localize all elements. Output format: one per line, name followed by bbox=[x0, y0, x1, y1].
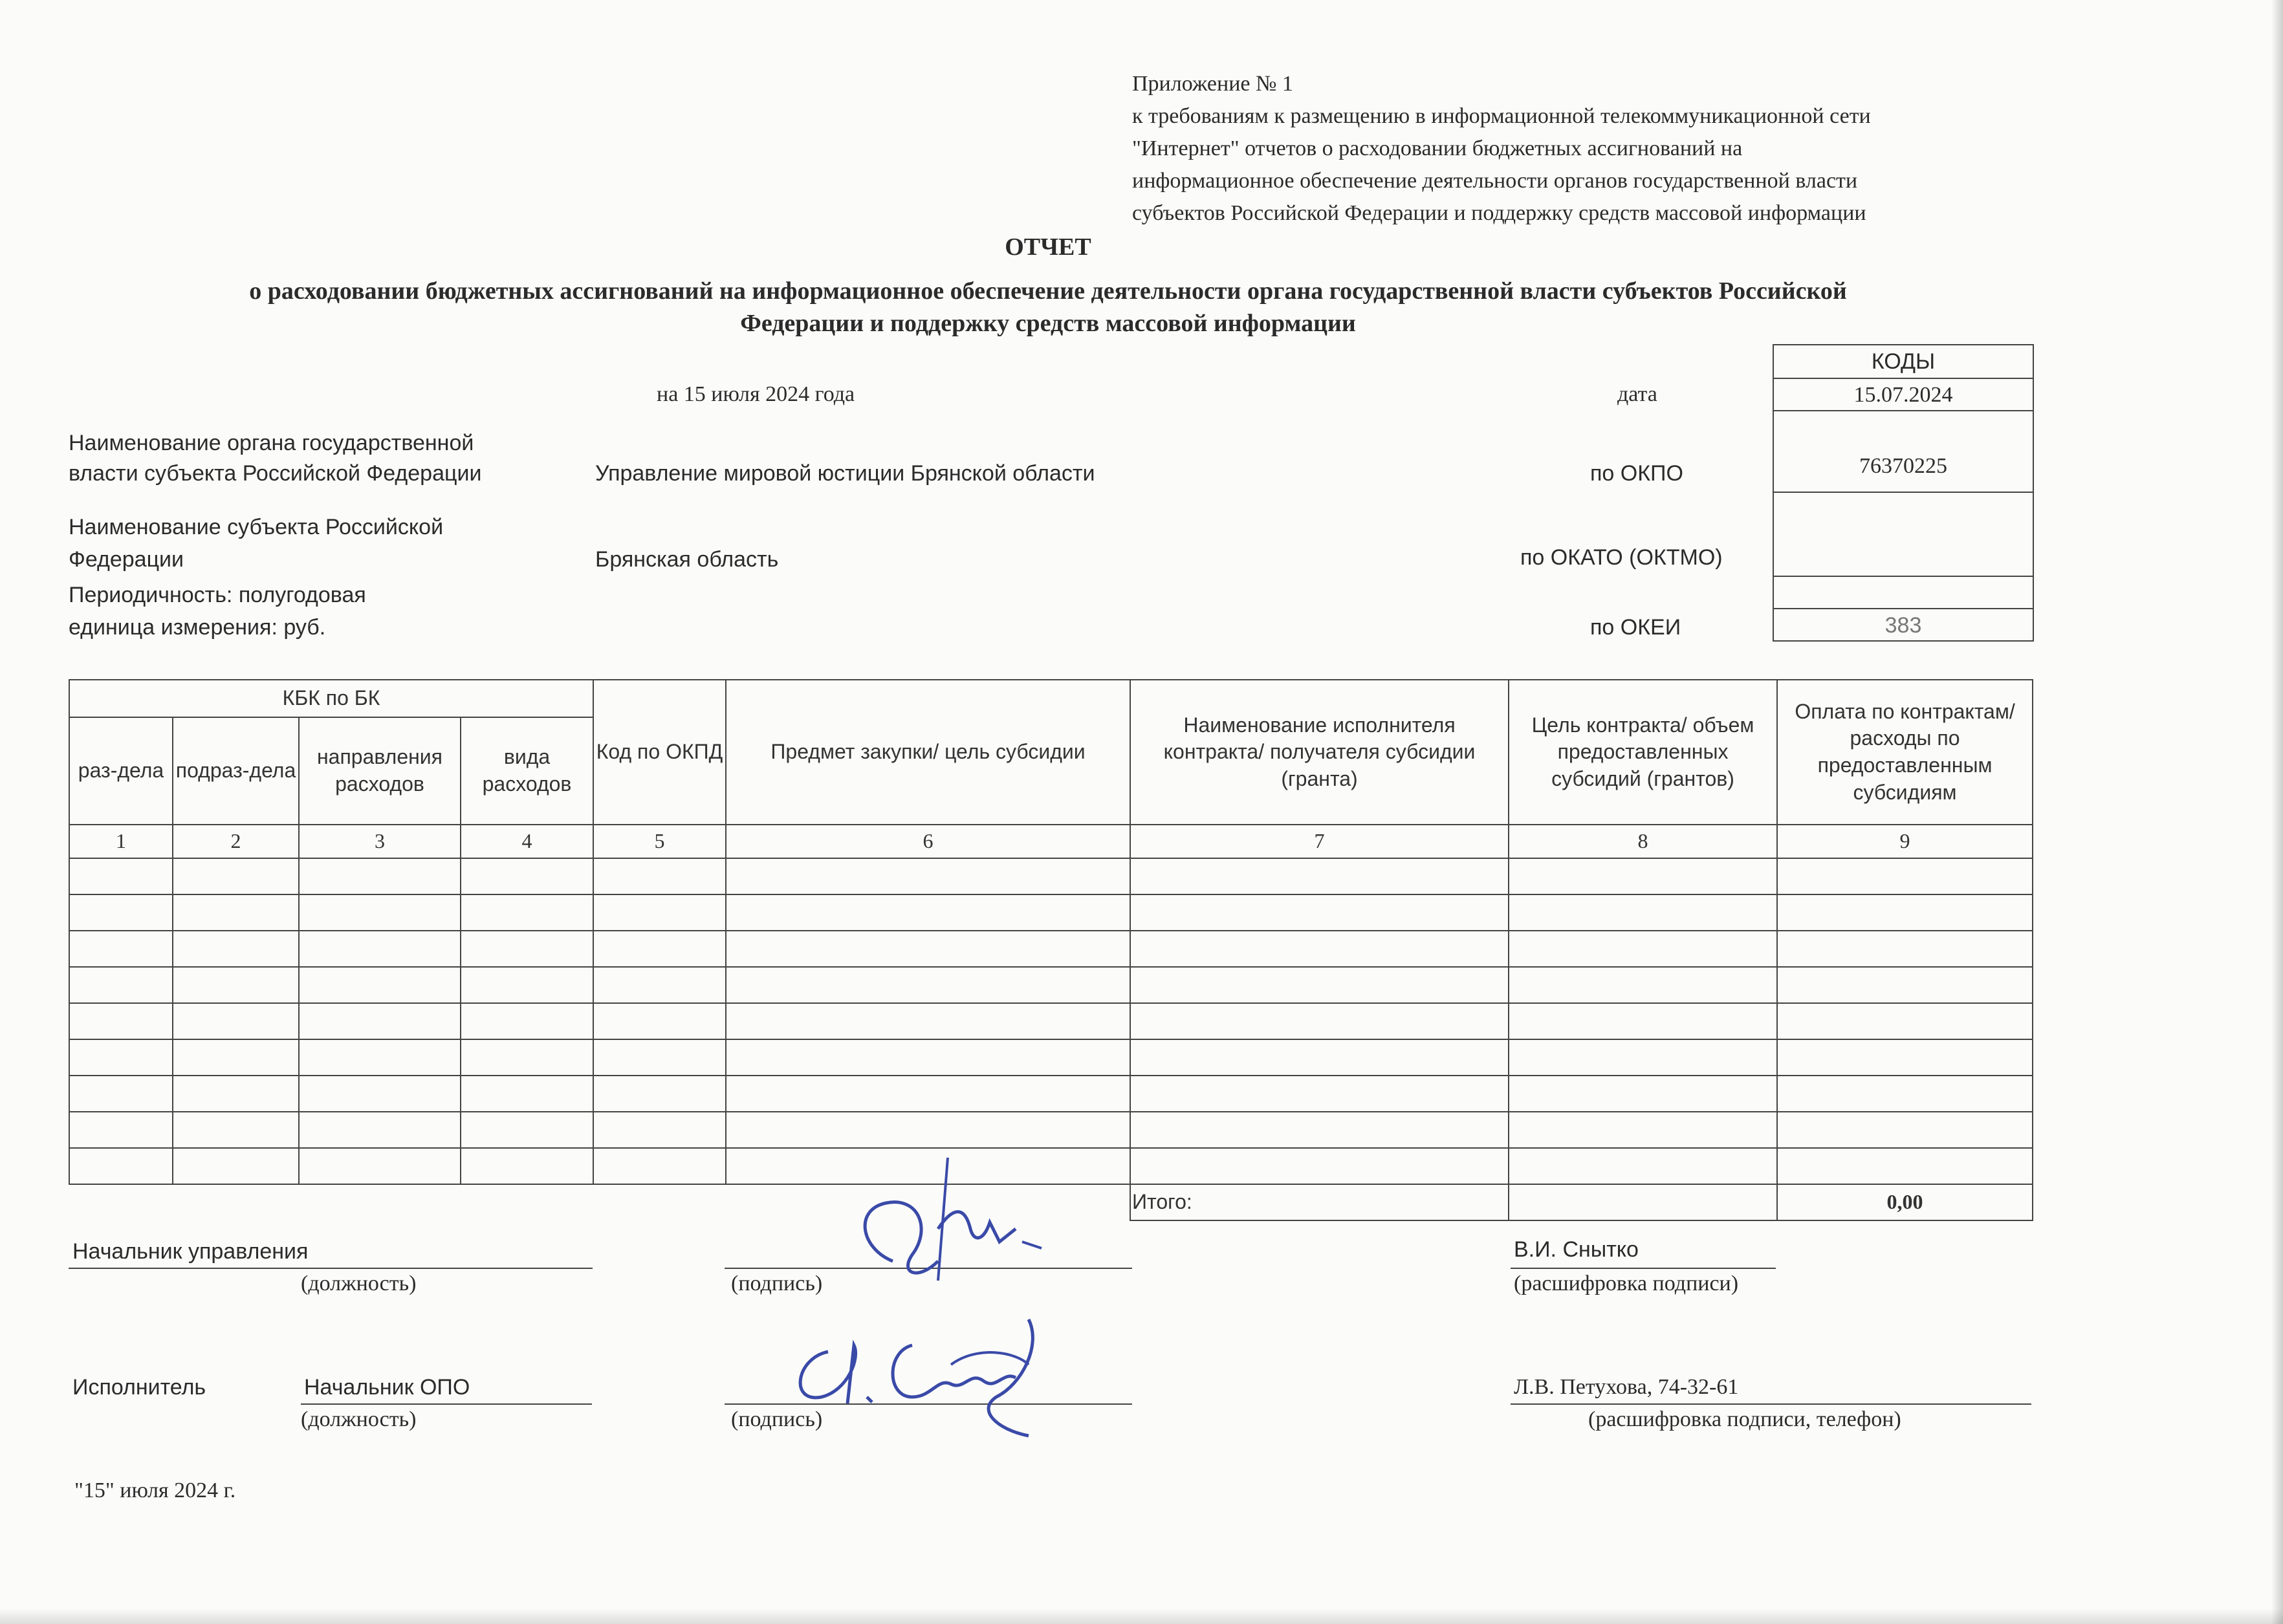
report-date: на 15 июля 2024 года bbox=[657, 382, 855, 406]
total-row bbox=[69, 1184, 2033, 1220]
codes-date-value: 15.07.2024 bbox=[1774, 378, 2033, 410]
codes-box bbox=[1773, 344, 2034, 642]
unit: единица измерения: руб. bbox=[69, 615, 326, 640]
codes-okei-value: 383 bbox=[1774, 608, 2033, 640]
col-subject: Предмет закупки/ цель субсидии bbox=[726, 680, 1130, 825]
table-row bbox=[69, 1148, 2033, 1184]
org-value: Управление мировой юстиции Брянской области bbox=[595, 461, 1095, 486]
subject-label-2: Федерации bbox=[69, 547, 184, 572]
column-numbers-row bbox=[69, 825, 2033, 858]
col-num: 2 bbox=[173, 825, 299, 858]
col-payment: Оплата по контрактам/расходы по предоставленным субсидиям bbox=[1777, 680, 2033, 825]
codes-spacer bbox=[1774, 576, 2033, 608]
col-okpd: Код по ОКПД bbox=[593, 680, 726, 825]
executor-name-line bbox=[1511, 1403, 2031, 1405]
head-signature-caption: (подпись) bbox=[731, 1272, 823, 1295]
org-label-1: Наименование органа государственной bbox=[69, 431, 474, 455]
table-row bbox=[69, 894, 2033, 931]
report-subtitle-2: Федерации и поддержку средств массовой информации bbox=[740, 310, 1356, 337]
col-type: вида расходов bbox=[461, 717, 593, 825]
executor-position-caption: (должность) bbox=[301, 1407, 417, 1431]
executor-position-line bbox=[301, 1403, 592, 1405]
table-row bbox=[69, 1003, 2033, 1039]
col-num: 6 bbox=[726, 825, 1130, 858]
periodicity: Периодичность: полугодовая bbox=[69, 583, 366, 607]
col-num: 5 bbox=[593, 825, 726, 858]
scan-right-edge bbox=[2271, 0, 2283, 1624]
col-contract-goal: Цель контракта/ объем предоставленных субсидий (грантов) bbox=[1509, 680, 1777, 825]
head-position-line bbox=[69, 1268, 593, 1269]
report-title: ОТЧЕТ bbox=[1005, 233, 1091, 261]
col-section: раз-дела bbox=[69, 717, 173, 825]
col-num: 1 bbox=[69, 825, 173, 858]
head-position: Начальник управления bbox=[72, 1239, 309, 1264]
appendix-line-5: субъектов Российской Федерации и поддержку средств массовой информации bbox=[1132, 201, 1866, 225]
col-subsection: подраз-дела bbox=[173, 717, 299, 825]
sign-date: "15" июля 2024 г. bbox=[74, 1478, 236, 1502]
col-num: 8 bbox=[1509, 825, 1777, 858]
codes-okei-label: по ОКЕИ bbox=[1590, 615, 1681, 640]
executor-signature-caption: (подпись) bbox=[731, 1407, 823, 1431]
head-name-line bbox=[1511, 1268, 1776, 1269]
executor-name-caption: (расшифровка подписи, телефон) bbox=[1588, 1407, 1901, 1431]
appendix-line-1: Приложение № 1 bbox=[1132, 72, 1293, 96]
table-row bbox=[69, 1076, 2033, 1112]
total-value: 0,00 bbox=[1777, 1184, 2033, 1220]
codes-date-label: дата bbox=[1617, 382, 1657, 406]
col-num: 9 bbox=[1777, 825, 2033, 858]
codes-okpo-label: по ОКПО bbox=[1590, 461, 1683, 486]
report-subtitle-1: о расходовании бюджетных ассигнований на информационное обеспечение деятельности органа государственной власти субъектов Российской bbox=[249, 277, 1847, 305]
table-row bbox=[69, 1039, 2033, 1076]
col-num: 3 bbox=[299, 825, 461, 858]
head-name-caption: (расшифровка подписи) bbox=[1514, 1272, 1739, 1295]
expenses-table bbox=[69, 679, 2033, 1221]
codes-okpo-value: 76370225 bbox=[1774, 410, 2033, 492]
appendix-line-4: информационное обеспечение деятельности органов государственной власти bbox=[1132, 169, 1858, 193]
total-label: Итого: bbox=[1130, 1184, 1509, 1220]
col-num: 7 bbox=[1130, 825, 1509, 858]
appendix-line-2: к требованиям к размещению в информационной телекоммуникационной сети bbox=[1132, 104, 1871, 128]
table-row bbox=[69, 967, 2033, 1003]
executor-position: Начальник ОПО bbox=[304, 1375, 470, 1400]
appendix-line-3: "Интернет" отчетов о расходовании бюджетных ассигнований на bbox=[1132, 136, 1743, 160]
codes-okato-label: по ОКАТО (ОКТМО) bbox=[1520, 545, 1723, 570]
head-signature bbox=[835, 1151, 1048, 1306]
codes-okato-value bbox=[1774, 492, 2033, 576]
executor-name: Л.В. Петухова, 74-32-61 bbox=[1514, 1375, 1739, 1399]
head-name: В.И. Снытко bbox=[1514, 1237, 1639, 1262]
codes-header: КОДЫ bbox=[1871, 349, 1936, 374]
subject-label-1: Наименование субъекта Российской bbox=[69, 515, 444, 539]
scan-bottom-edge bbox=[0, 1608, 2283, 1624]
col-num: 4 bbox=[461, 825, 593, 858]
head-position-caption: (должность) bbox=[301, 1272, 417, 1295]
table-row bbox=[69, 858, 2033, 894]
table-row bbox=[69, 931, 2033, 967]
col-executor: Наименование исполнителя контракта/ получателя субсидии (гранта) bbox=[1130, 680, 1509, 825]
kbk-header: КБК по БК bbox=[69, 680, 593, 717]
col-direction: направления расходов bbox=[299, 717, 461, 825]
subject-value: Брянская область bbox=[595, 547, 779, 572]
table-row bbox=[69, 1112, 2033, 1148]
executor-signature bbox=[783, 1306, 1061, 1449]
executor-label: Исполнитель bbox=[72, 1375, 206, 1400]
org-label-2: власти субъекта Российской Федерации bbox=[69, 461, 482, 486]
